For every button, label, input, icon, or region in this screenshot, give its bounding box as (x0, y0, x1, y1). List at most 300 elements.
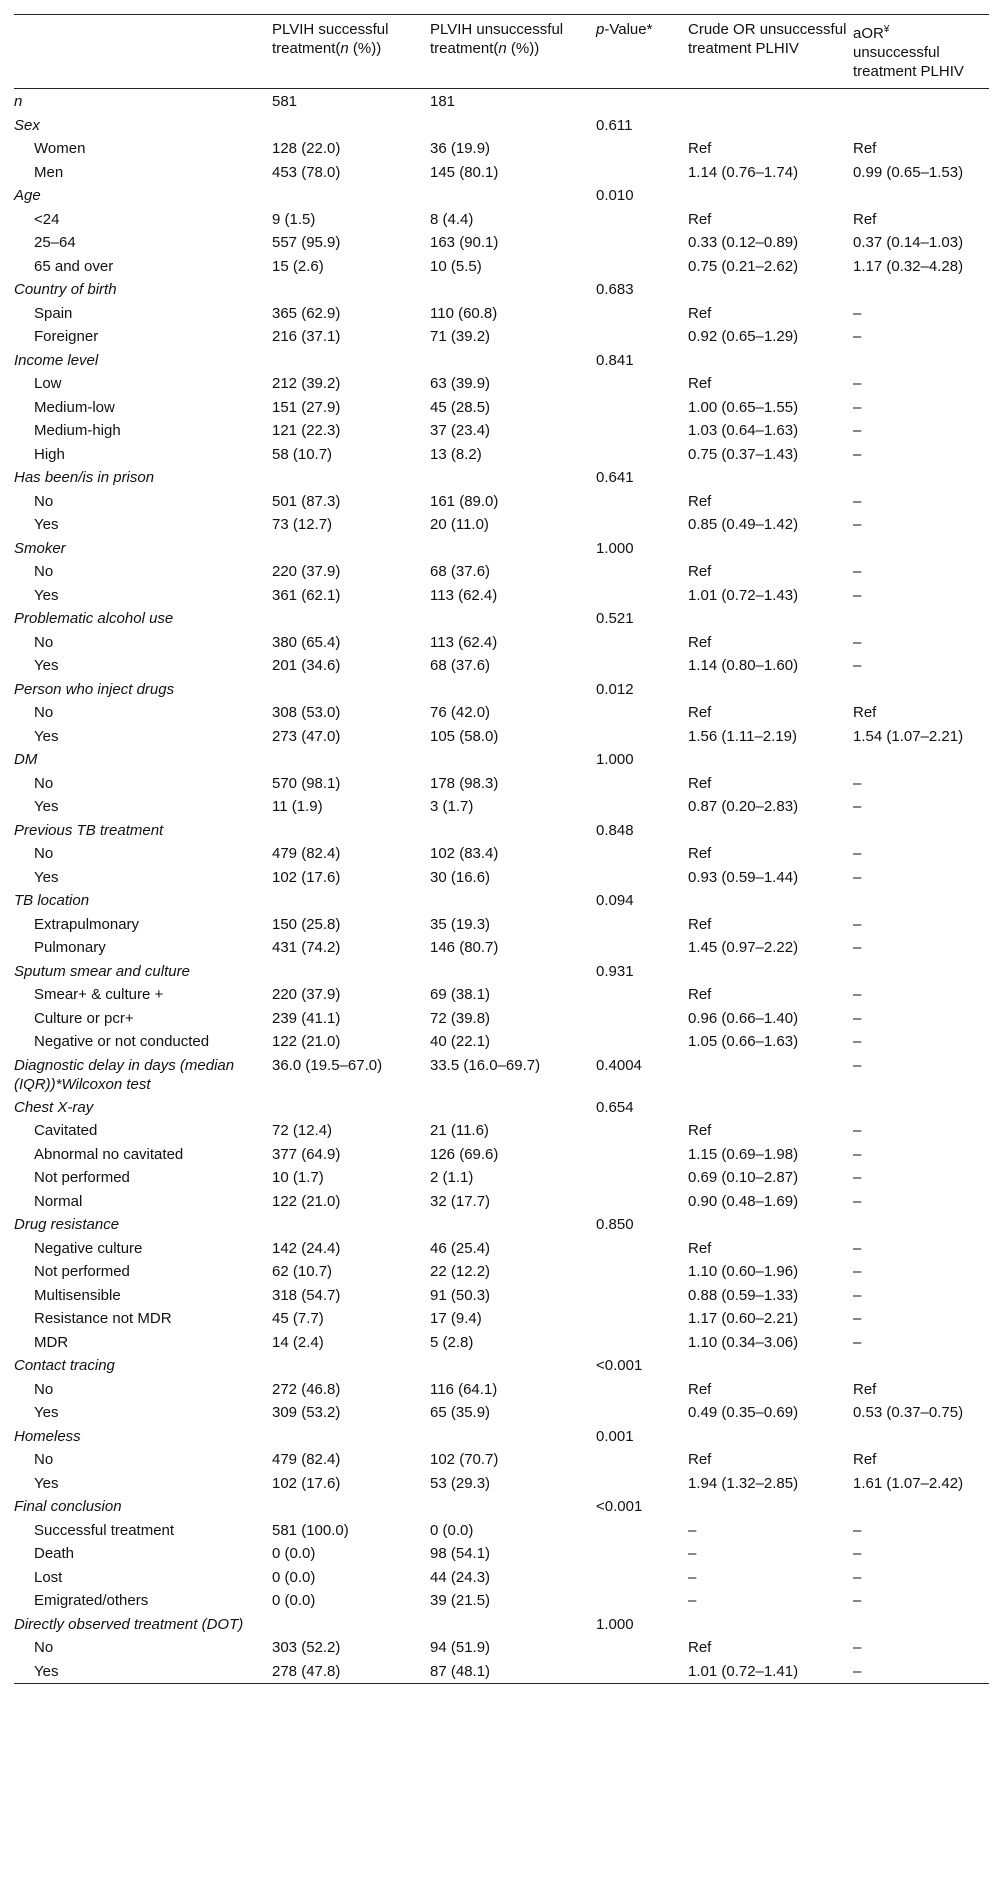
cell-c4 (596, 654, 688, 678)
table-row (14, 842, 989, 866)
table-row (14, 1495, 989, 1519)
table-row (14, 89, 989, 114)
cell-c4 (596, 1378, 688, 1402)
cell-c6 (853, 1425, 989, 1449)
cell-c6: – (853, 915, 862, 933)
cell-c5: Ref (688, 986, 712, 1003)
cell-c3: 71 (39.2) (430, 328, 491, 345)
cell-c6: – (853, 1568, 862, 1586)
cell-c4: 0.848 (596, 821, 634, 839)
row-label: Directly observed treatment (DOT) (14, 1615, 244, 1633)
row-label: Death (34, 1545, 75, 1562)
header-pvalue: p-Value* (596, 21, 653, 38)
cell-c6: – (853, 1639, 862, 1656)
cell-c5: 0.49 (0.35–0.69) (688, 1404, 799, 1421)
row-label: No (34, 1451, 54, 1468)
cell-c5 (688, 1495, 853, 1519)
cell-c2: 15 (2.6) (272, 257, 324, 275)
cell-c6 (853, 537, 989, 561)
cell-c5: Ref (688, 563, 712, 580)
header-unsuccessful: PLVIH unsuccessful treatment(n (%)) (430, 21, 564, 57)
cell-c6 (853, 1213, 989, 1237)
row-label: Cavitated (34, 1122, 98, 1139)
table-row (14, 1448, 989, 1472)
cell-c3: 98 (54.1) (430, 1545, 491, 1562)
table-row (14, 1096, 989, 1120)
cell-c2: 62 (10.7) (272, 1263, 333, 1280)
cell-c6: – (853, 939, 862, 956)
cell-c4: 0.521 (596, 610, 634, 627)
cell-c2: 102 (17.6) (272, 868, 341, 886)
row-label: Culture or pcr+ (34, 1009, 134, 1027)
cell-c6: 1.17 (0.32–4.28) (853, 257, 964, 275)
table-row (14, 231, 989, 255)
table-row (14, 1566, 989, 1590)
cell-c2 (272, 819, 430, 843)
cell-c6: 1.54 (1.07–2.21) (853, 727, 964, 745)
cell-c3 (430, 960, 596, 984)
cell-c3: 21 (11.6) (430, 1122, 489, 1139)
cell-c2 (272, 960, 430, 984)
row-label: TB location (14, 892, 90, 909)
cell-c4 (596, 1472, 688, 1496)
cell-c5: 1.94 (1.32–2.85) (688, 1474, 799, 1492)
row-label: Yes (34, 657, 59, 674)
cell-c3: 39 (21.5) (430, 1592, 491, 1609)
row-label: Yes (34, 1404, 59, 1421)
cell-c3 (430, 278, 596, 302)
cell-c2: 0 (0.0) (272, 1545, 316, 1562)
table-row (14, 1401, 989, 1425)
cell-c4 (596, 1190, 688, 1214)
cell-c5: 1.01 (0.72–1.41) (688, 1662, 799, 1680)
table-row (14, 889, 989, 913)
cell-c4 (596, 231, 688, 255)
cell-c3: 32 (17.7) (430, 1192, 491, 1210)
cell-c6: – (853, 633, 862, 651)
cell-c3: 68 (37.6) (430, 657, 491, 674)
cell-c3: 44 (24.3) (430, 1568, 491, 1586)
cell-c6: Ref (853, 1451, 877, 1468)
cell-c5: 0.92 (0.65–1.29) (688, 328, 799, 345)
cell-c5: 1.01 (0.72–1.43) (688, 586, 799, 604)
cell-c3: 69 (38.1) (430, 986, 491, 1003)
cell-c2 (272, 114, 430, 138)
row-label: Medium-high (34, 422, 121, 439)
table-row (14, 114, 989, 138)
row-label: No (34, 774, 54, 792)
cell-c4 (596, 325, 688, 349)
cell-c2 (272, 678, 430, 702)
cell-c2 (272, 1425, 430, 1449)
cell-c2 (272, 278, 430, 302)
cell-c5 (688, 607, 853, 631)
row-label: Yes (34, 586, 59, 604)
cell-c4 (596, 842, 688, 866)
cell-c5: 0.75 (0.21–2.62) (688, 257, 799, 275)
cell-c4 (596, 1448, 688, 1472)
cell-c4: 0.001 (596, 1427, 634, 1445)
cell-c6: – (853, 657, 862, 674)
table-row (14, 278, 989, 302)
cell-c2: 501 (87.3) (272, 492, 341, 510)
cell-c3: 63 (39.9) (430, 375, 491, 392)
cell-c2: 220 (37.9) (272, 986, 341, 1003)
cell-c3: 22 (12.2) (430, 1263, 491, 1280)
cell-c3: 5 (2.8) (430, 1333, 474, 1351)
cell-c2: 0 (0.0) (272, 1592, 316, 1609)
row-label: Has been/is in prison (14, 469, 155, 486)
cell-c6 (853, 1096, 989, 1120)
cell-c2: 318 (54.7) (272, 1286, 341, 1304)
cell-c6 (853, 678, 989, 702)
row-label: Sputum smear and culture (14, 962, 190, 980)
cell-c4 (596, 372, 688, 396)
table-row (14, 1030, 989, 1054)
cell-c4 (596, 584, 688, 608)
cell-c5: 1.14 (0.76–1.74) (688, 163, 799, 181)
row-label: Not performed (34, 1169, 130, 1186)
cell-c4 (596, 1030, 688, 1054)
table-row (14, 1284, 989, 1308)
row-label: High (34, 445, 65, 463)
cell-c2: 102 (17.6) (272, 1474, 341, 1492)
cell-c2: 581 (272, 93, 298, 110)
row-label: Sex (14, 116, 40, 134)
cell-c6: – (853, 445, 862, 463)
table-row (14, 443, 989, 467)
cell-c5 (688, 89, 853, 114)
cell-c6 (853, 349, 989, 373)
cell-c5: Ref (688, 1122, 712, 1139)
cell-c6: – (853, 1056, 862, 1074)
cell-c4 (596, 866, 688, 890)
table-row (14, 936, 989, 960)
cell-c5 (688, 1096, 853, 1120)
cell-c5: Ref (688, 1639, 712, 1656)
cell-c3 (430, 349, 596, 373)
cell-c2: 272 (46.8) (272, 1380, 341, 1398)
cell-c2: 72 (12.4) (272, 1122, 333, 1139)
cell-c5: 0.85 (0.49–1.42) (688, 516, 799, 533)
cell-c4 (596, 1331, 688, 1355)
cell-c6: – (853, 798, 862, 815)
cell-c2: 10 (1.7) (272, 1169, 324, 1186)
cell-c6: 0.53 (0.37–0.75) (853, 1404, 964, 1421)
cell-c3: 72 (39.8) (430, 1009, 491, 1027)
row-label: Yes (34, 868, 59, 886)
table-row (14, 1143, 989, 1167)
cell-c3 (430, 1495, 596, 1519)
cell-c3 (430, 1096, 596, 1120)
cell-c3: 126 (69.6) (430, 1145, 499, 1163)
cell-c5 (688, 184, 853, 208)
results-table (14, 14, 989, 1684)
cell-c5: 1.03 (0.64–1.63) (688, 422, 799, 439)
cell-c3: 181 (430, 93, 456, 110)
cell-c5: Ref (688, 915, 712, 933)
header-successful: PLVIH successful treatment(n (%)) (272, 21, 389, 57)
cell-c6 (853, 184, 989, 208)
table-row (14, 1190, 989, 1214)
cell-c2: 9 (1.5) (272, 210, 316, 228)
table-row (14, 1378, 989, 1402)
row-label: 25–64 (34, 234, 76, 251)
row-label: Smoker (14, 539, 66, 557)
cell-c2: 122 (21.0) (272, 1033, 341, 1050)
table-row (14, 678, 989, 702)
row-label: Men (34, 163, 64, 181)
table-row (14, 654, 989, 678)
cell-c2: 380 (65.4) (272, 633, 341, 651)
cell-c4 (596, 1260, 688, 1284)
cell-c2 (272, 1213, 430, 1237)
table-row (14, 466, 989, 490)
table-body (14, 89, 989, 1684)
row-label: Low (34, 375, 62, 392)
row-label: No (34, 704, 54, 721)
table-row (14, 795, 989, 819)
cell-c2: 479 (82.4) (272, 1451, 341, 1468)
row-label: Problematic alcohol use (14, 610, 174, 627)
cell-c6: – (853, 1592, 862, 1609)
cell-c5: 0.69 (0.10–2.87) (688, 1169, 799, 1186)
row-label: No (34, 1639, 54, 1656)
cell-c4 (596, 513, 688, 537)
cell-c2: 303 (52.2) (272, 1639, 341, 1656)
cell-c2: 212 (39.2) (272, 375, 341, 392)
table-row (14, 325, 989, 349)
cell-c6: – (853, 1310, 862, 1327)
table-row (14, 1636, 989, 1660)
cell-c5 (688, 114, 853, 138)
cell-c4 (596, 795, 688, 819)
cell-c6 (853, 1613, 989, 1637)
cell-c4: 0.094 (596, 892, 634, 909)
cell-c3: 33.5 (16.0–69.7) (430, 1056, 541, 1074)
table-row (14, 1237, 989, 1261)
cell-c5: 0.90 (0.48–1.69) (688, 1192, 799, 1210)
cell-c5: Ref (688, 774, 712, 792)
cell-c5: – (688, 1545, 697, 1562)
cell-c6 (853, 819, 989, 843)
cell-c2: 121 (22.3) (272, 422, 341, 439)
cell-c2 (272, 889, 430, 913)
cell-c3: 87 (48.1) (430, 1662, 491, 1680)
row-label: No (34, 492, 54, 510)
cell-c4 (596, 302, 688, 326)
cell-c4: 0.683 (596, 281, 634, 298)
cell-c6: – (853, 1033, 862, 1050)
table-row (14, 1660, 989, 1684)
cell-c4 (596, 772, 688, 796)
cell-c6: – (853, 1662, 862, 1680)
cell-c2: 45 (7.7) (272, 1310, 324, 1327)
cell-c6: Ref (853, 1380, 877, 1398)
table-row (14, 1260, 989, 1284)
cell-c2: 11 (1.9) (272, 798, 323, 815)
cell-c5 (688, 748, 853, 772)
cell-c5 (688, 1613, 853, 1637)
cell-c5 (688, 278, 853, 302)
cell-c5: Ref (688, 845, 712, 862)
cell-c6 (853, 889, 989, 913)
cell-c6: – (853, 1286, 862, 1304)
table-row (14, 1519, 989, 1543)
cell-c4 (596, 1660, 688, 1684)
cell-c4: 0.931 (596, 962, 634, 980)
cell-c5: Ref (688, 375, 712, 392)
cell-c4: 0.010 (596, 187, 634, 204)
cell-c3 (430, 1354, 596, 1378)
cell-c5: – (688, 1568, 697, 1586)
table-row (14, 1054, 989, 1096)
row-label: Resistance not MDR (34, 1310, 172, 1327)
row-label: Yes (34, 1474, 59, 1492)
row-label: Homeless (14, 1427, 81, 1445)
cell-c2 (272, 537, 430, 561)
cell-c5: Ref (688, 633, 712, 651)
table-row (14, 1613, 989, 1637)
table-row (14, 1331, 989, 1355)
cell-c4: 1.000 (596, 1615, 634, 1633)
row-label: Person who inject drugs (14, 680, 175, 698)
cell-c6 (853, 1495, 989, 1519)
row-label: n (14, 93, 23, 110)
table-row (14, 631, 989, 655)
cell-c6 (853, 89, 989, 114)
row-label: Normal (34, 1192, 83, 1210)
cell-c3: 102 (70.7) (430, 1451, 499, 1468)
cell-c3: 45 (28.5) (430, 398, 491, 416)
cell-c2: 365 (62.9) (272, 304, 341, 322)
row-label: Chest X-ray (14, 1098, 94, 1116)
cell-c3: 3 (1.7) (430, 798, 474, 815)
cell-c4: 0.641 (596, 469, 634, 486)
row-label: No (34, 633, 54, 651)
cell-c5: Ref (688, 140, 712, 157)
cell-c2 (272, 184, 430, 208)
cell-c6: – (853, 1169, 862, 1186)
cell-c2: 479 (82.4) (272, 845, 341, 862)
table-row (14, 537, 989, 561)
table-row (14, 1007, 989, 1031)
cell-c3 (430, 1213, 596, 1237)
row-label: Women (34, 140, 86, 157)
cell-c4 (596, 1401, 688, 1425)
cell-c5: 1.17 (0.60–2.21) (688, 1310, 799, 1327)
cell-c4 (596, 1166, 688, 1190)
table-row (14, 748, 989, 772)
row-label: Contact tracing (14, 1357, 115, 1374)
cell-c5: Ref (688, 1380, 712, 1398)
cell-c4 (596, 1119, 688, 1143)
cell-c2: 557 (95.9) (272, 234, 341, 251)
cell-c4 (596, 1566, 688, 1590)
cell-c3: 76 (42.0) (430, 704, 491, 721)
cell-c5 (688, 1213, 853, 1237)
cell-c6: – (853, 986, 862, 1003)
cell-c2: 0 (0.0) (272, 1568, 316, 1586)
cell-c4: 1.000 (596, 539, 634, 557)
row-label: Not performed (34, 1263, 130, 1280)
cell-c3: 113 (62.4) (430, 633, 498, 651)
table-row (14, 184, 989, 208)
cell-c2 (272, 1495, 430, 1519)
cell-c4 (596, 631, 688, 655)
cell-c2 (272, 1354, 430, 1378)
cell-c6: – (853, 492, 862, 510)
cell-c5: 1.14 (0.80–1.60) (688, 657, 799, 674)
cell-c6: – (853, 845, 862, 862)
cell-c4: 0.4004 (596, 1056, 642, 1074)
cell-c5: 0.75 (0.37–1.43) (688, 445, 799, 463)
cell-c3 (430, 607, 596, 631)
cell-c6: – (853, 1192, 862, 1210)
cell-c4: 0.850 (596, 1216, 634, 1233)
cell-c3: 30 (16.6) (430, 868, 491, 886)
cell-c6: – (853, 1122, 862, 1139)
cell-c5: 1.45 (0.97–2.22) (688, 939, 799, 956)
cell-c5 (688, 1425, 853, 1449)
cell-c6 (853, 114, 989, 138)
cell-c5 (688, 1354, 853, 1378)
cell-c6 (853, 960, 989, 984)
cell-c5 (688, 466, 853, 490)
cell-c6: – (853, 1239, 862, 1257)
cell-c4 (596, 419, 688, 443)
cell-c4 (596, 936, 688, 960)
cell-c6: 0.37 (0.14–1.03) (853, 234, 964, 251)
table-row (14, 302, 989, 326)
table-row (14, 372, 989, 396)
cell-c4: 1.000 (596, 751, 634, 768)
cell-c4: 0.012 (596, 680, 634, 698)
cell-c6 (853, 466, 989, 490)
table-row (14, 584, 989, 608)
cell-c3: 94 (51.9) (430, 1639, 491, 1656)
cell-c6: – (853, 422, 862, 439)
row-label: Final conclusion (14, 1498, 122, 1515)
cell-c4 (596, 161, 688, 185)
table-row (14, 396, 989, 420)
row-label: Age (14, 187, 41, 204)
cell-c4: <0.001 (596, 1498, 643, 1515)
cell-c3: 10 (5.5) (430, 257, 482, 275)
cell-c5: 0.93 (0.59–1.44) (688, 868, 799, 886)
cell-c3: 20 (11.0) (430, 516, 489, 533)
cell-c6: – (853, 1545, 862, 1562)
table-row (14, 725, 989, 749)
cell-c5: 1.10 (0.60–1.96) (688, 1263, 799, 1280)
cell-c4 (596, 913, 688, 937)
cell-c2 (272, 748, 430, 772)
cell-c6 (853, 278, 989, 302)
row-label: Abnormal no cavitated (34, 1145, 184, 1163)
table-row (14, 960, 989, 984)
cell-c3: 40 (22.1) (430, 1033, 491, 1050)
cell-c4: 0.841 (596, 351, 634, 369)
cell-c4 (596, 1589, 688, 1613)
cell-c2: 273 (47.0) (272, 727, 341, 745)
cell-c3: 8 (4.4) (430, 210, 474, 228)
cell-c3 (430, 819, 596, 843)
cell-c4 (596, 1007, 688, 1031)
cell-c5: Ref (688, 492, 712, 510)
cell-c4 (596, 255, 688, 279)
cell-c3: 178 (98.3) (430, 774, 499, 792)
cell-c5: 1.15 (0.69–1.98) (688, 1145, 799, 1163)
